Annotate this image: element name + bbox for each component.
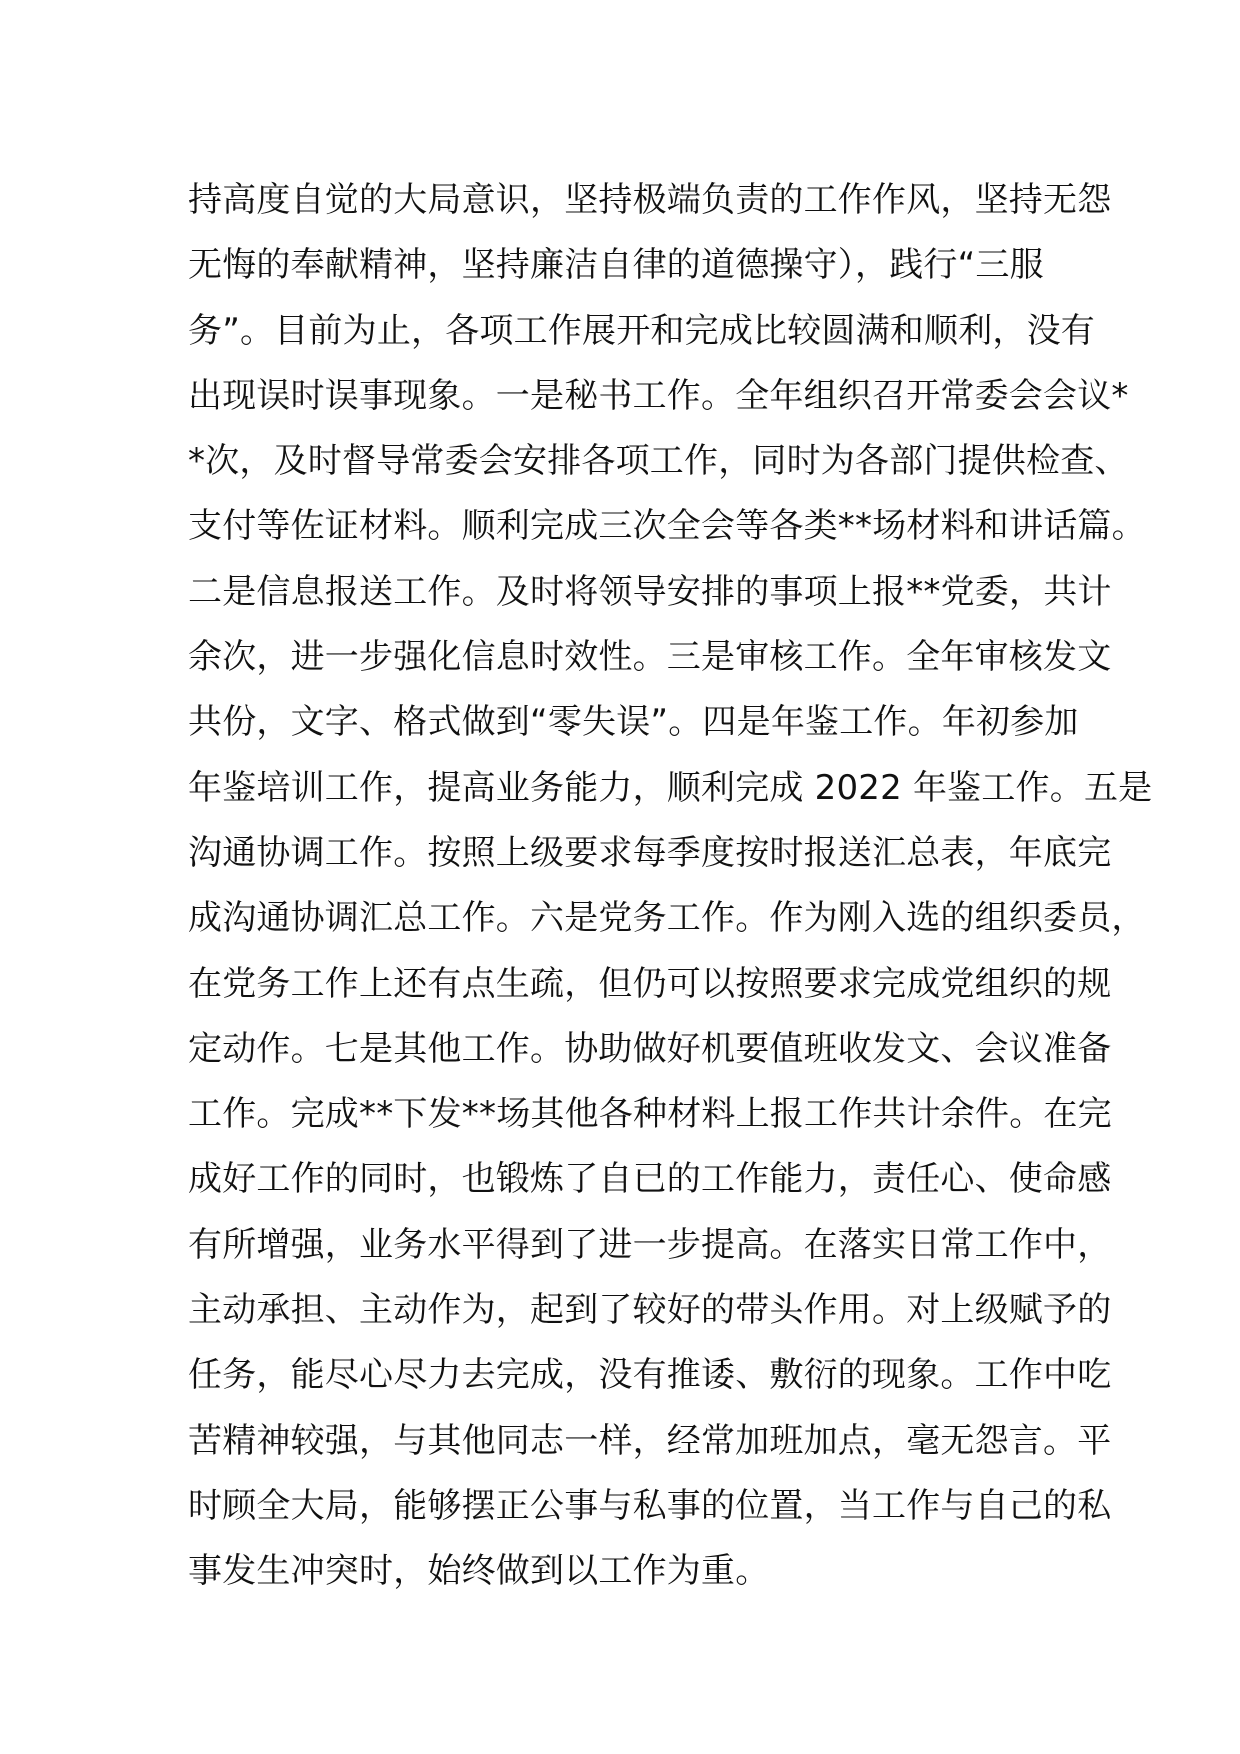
- paragraph-line: 任务，能尽心尽力去完成，没有推诿、敷衍的现象。工作中吃: [188, 1355, 1112, 1396]
- paragraph-line: 年鉴培训工作，提高业务能力，顺利完成 2022 年鉴工作。五是: [188, 767, 1153, 808]
- paragraph-line: 有所增强，业务水平得到了进一步提高。在落实日常工作中，: [188, 1224, 1112, 1265]
- paragraph-line: 共份，文字、格式做到“零失误”。四是年鉴工作。年初参加: [188, 702, 1079, 743]
- paragraph-line: 二是信息报送工作。及时将领导安排的事项上报**党委，共计: [188, 571, 1112, 612]
- paragraph-line: 出现误时误事现象。一是秘书工作。全年组织召开常委会会议*: [188, 375, 1129, 416]
- paragraph-line: *次，及时督导常委会安排各项工作，同时为各部门提供检查、: [188, 441, 1129, 482]
- paragraph-line: 支付等佐证材料。顺利完成三次全会等各类**场材料和讲话篇。: [188, 506, 1146, 547]
- paragraph-line: 成好工作的同时，也锻炼了自已的工作能力，责任心、使命感: [188, 1159, 1112, 1200]
- paragraph-line: 主动承担、主动作为，起到了较好的带头作用。对上级赋予的: [188, 1290, 1112, 1331]
- paragraph-line: 定动作。七是其他工作。协助做好机要值班收发文、会议准备: [188, 1028, 1112, 1069]
- paragraph-line: 余次，进一步强化信息时效性。三是审核工作。全年审核发文: [188, 637, 1112, 678]
- paragraph-line: 时顾全大局，能够摆正公事与私事的位置，当工作与自己的私: [188, 1485, 1112, 1526]
- paragraph-line: 持高度自觉的大局意识，坚持极端负责的工作作风，坚持无怨: [188, 180, 1112, 220]
- paragraph-line: 沟通协调工作。按照上级要求每季度按时报送汇总表，年底完: [188, 832, 1112, 873]
- paragraph-line: 工作。完成**下发**场其他各种材料上报工作共计余件。在完: [188, 1094, 1112, 1135]
- paragraph-line: 苦精神较强，与其他同志一样，经常加班加点，毫无怨言。平: [188, 1420, 1112, 1461]
- body-paragraph: [188, 168, 1153, 1605]
- paragraph-line: 在党务工作上还有点生疏，但仍可以按照要求完成党组织的规: [188, 963, 1112, 1004]
- paragraph-line: 务”。目前为止，各项工作展开和完成比较圆满和顺利，没有: [188, 310, 1096, 351]
- paragraph-line: 无悔的奉献精神，坚持廉洁自律的道德操守），践行“三服: [188, 245, 1044, 286]
- paragraph-line: 成沟通协调汇总工作。六是党务工作。作为刚入选的组织委员，: [188, 898, 1146, 939]
- paragraph-line: 事发生冲突时，始终做到以工作为重。: [188, 1551, 770, 1592]
